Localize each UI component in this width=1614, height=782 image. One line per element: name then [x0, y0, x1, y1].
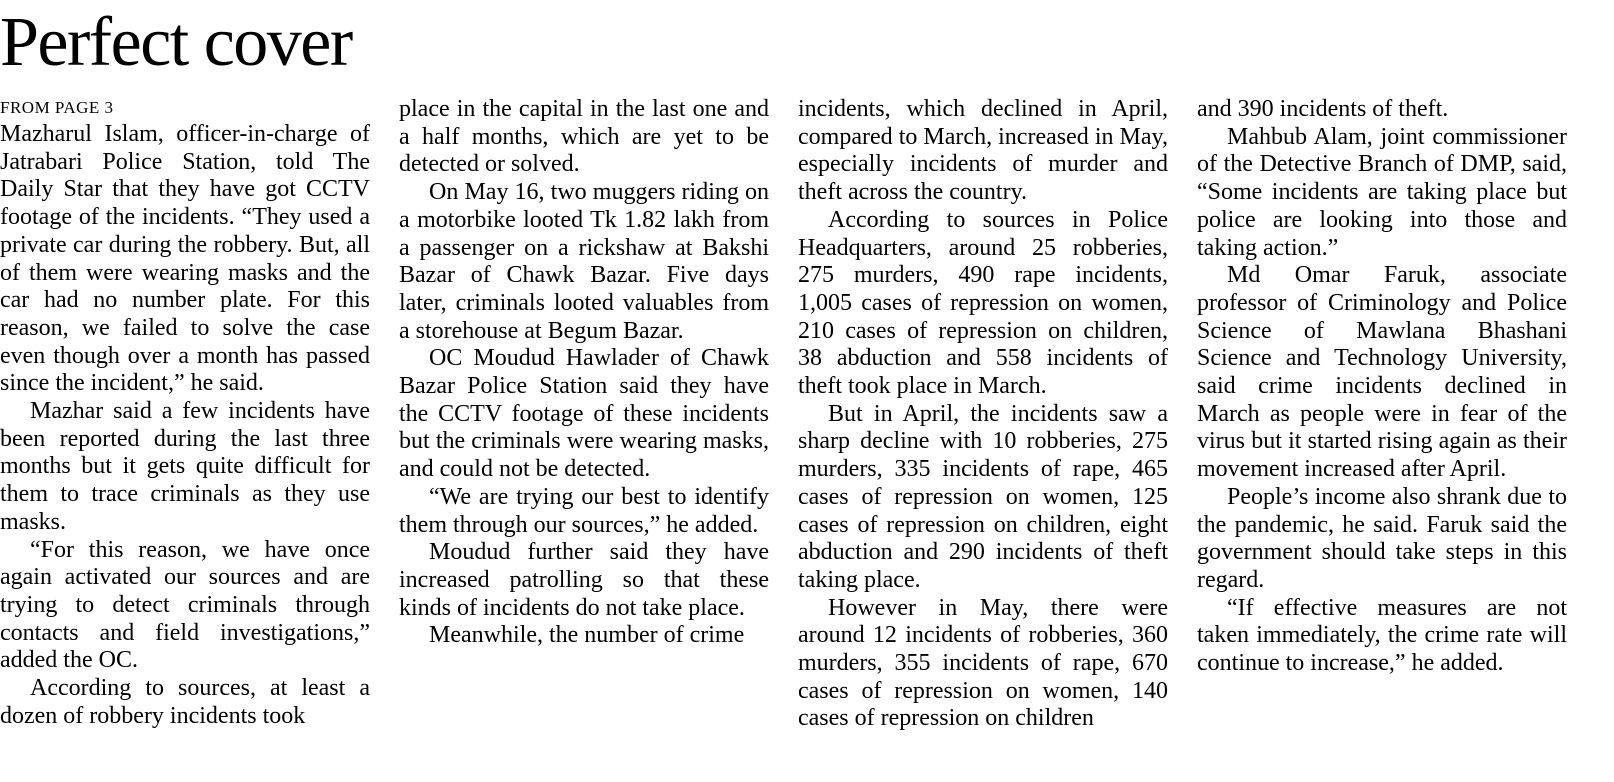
paragraph: Md Omar Faruk, associate professor of Criminology and Police Science of Mawlana Bhashani Science and Technology University, said crime incidents declined in March as people were in fear of the virus but it started rising again as their movement increased after April. — [1197, 262, 1567, 483]
paragraph: However in May, there were around 12 incidents of robberies, 360 murders, 355 incidents of rape, 670 cases of repression on women, 140 cases of repression on children — [798, 594, 1168, 732]
paragraph: “We are trying our best to identify them through our sources,” he added. — [399, 483, 769, 538]
paragraph: Mahbub Alam, joint commissioner of the Detective Branch of DMP, said, “Some incidents are taking place but police are looking into those and taking action.” — [1197, 123, 1567, 261]
article-column-2 — [399, 96, 769, 650]
paragraph: According to sources in Police Headquarters, around 25 robberies, 275 murders, 490 rape incidents, 1,005 cases of repression on women, 210 cases of repression on children, 38 abduction and 558 incidents of theft took place in March. — [798, 206, 1168, 400]
paragraph-continuation: and 390 incidents of theft. — [1197, 96, 1449, 122]
paragraph: “If effective measures are not taken immediately, the crime rate will continue to increase,” he added. — [1197, 594, 1567, 677]
article-column-4 — [1197, 96, 1567, 678]
paragraph: Mazhar said a few incidents have been reported during the last three months but it gets quite difficult for them to trace criminals as they use masks. — [0, 398, 370, 535]
paragraph: Meanwhile, the number of crime — [429, 622, 745, 649]
paragraph-continuation: place in the capital in the last one and a half months, which are yet to be detected or solved. — [399, 96, 769, 178]
jump-line: FROM PAGE 3 — [0, 98, 114, 117]
paragraph: Mazharul Islam, officer-in-charge of Jatrabari Police Station, told The Daily Star that they have got CCTV footage of the incidents. “They used a private car during the robbery. But, all of them were wearing masks and the car had no number plate. For this reason, we failed to solve the case even though over a month has passed since the incident,” he said. — [0, 121, 370, 397]
paragraph-continuation: incidents, which declined in April, compared to March, increased in May, especially incidents of murder and theft across the country. — [798, 96, 1168, 206]
paragraph: Moudud further said they have increased patrolling so that these kinds of incidents do not take place. — [399, 539, 769, 621]
paragraph: “For this reason, we have once again activated our sources and are trying to detect criminals through contacts and field investigations,” added the OC. — [0, 536, 370, 674]
paragraph: But in April, the incidents saw a sharp decline with 10 robberies, 275 murders, 335 incidents of rape, 465 cases of repression on women, 125 cases of repression on children, eight abduction and 290 incidents of theft taking place. — [798, 400, 1168, 593]
paragraph: According to sources, at least a dozen of robbery incidents took — [0, 675, 370, 729]
paragraph: On May 16, two muggers riding on a motorbike looted Tk 1.82 lakh from a passenger on a rickshaw at Bakshi Bazar of Chawk Bazar. Five days later, criminals looted valuables from a storehouse at Begum Bazar. — [399, 179, 769, 344]
paragraph: People’s income also shrank due to the pandemic, he said. Faruk said the government should take steps in this regard. — [1197, 483, 1567, 593]
article-column-3 — [798, 96, 1168, 733]
article-column-1 — [0, 96, 370, 730]
paragraph: OC Moudud Hawlader of Chawk Bazar Police Station said they have the CCTV footage of these incidents but the criminals were wearing masks, and could not be detected. — [399, 345, 769, 483]
headline: Perfect cover — [0, 4, 352, 81]
